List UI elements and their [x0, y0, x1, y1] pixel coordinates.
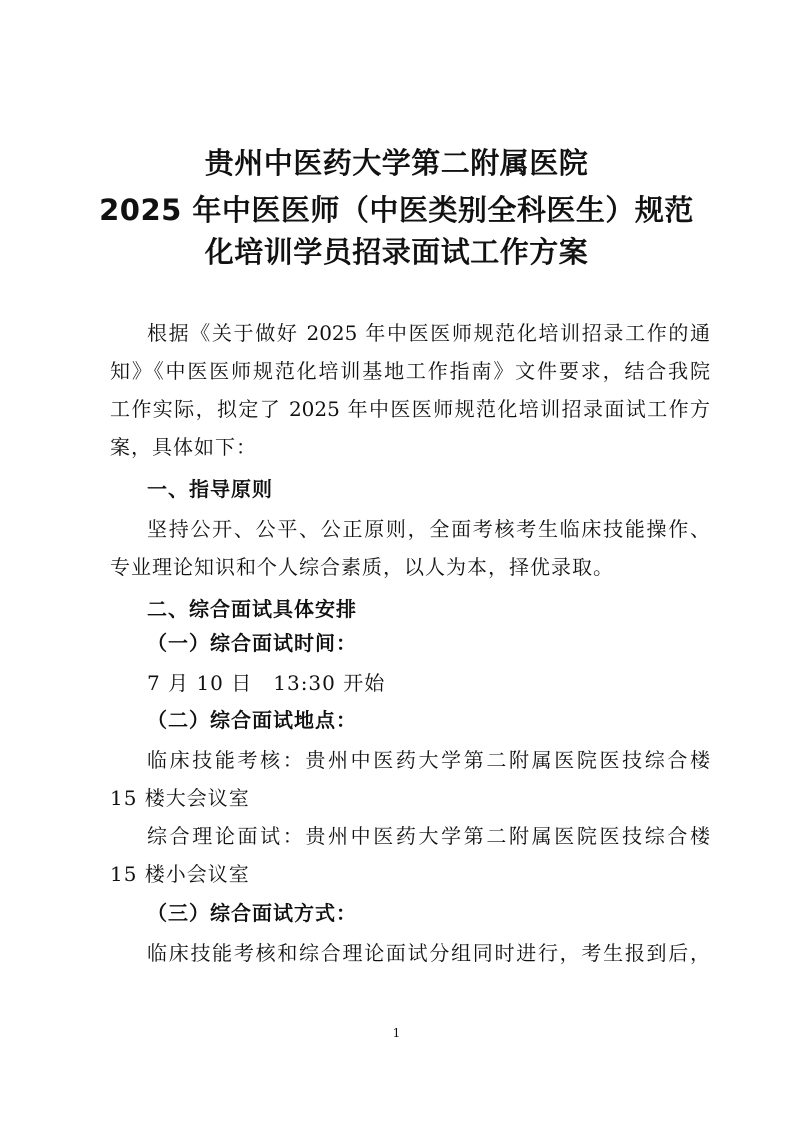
section-1-line-1: 坚持公开、公平、公正原则，全面考核考生临床技能操作、: [147, 517, 710, 541]
title-line-1: 贵州中医药大学第二附属医院: [204, 146, 589, 180]
section-1-line-2: 专业理论知识和个人综合素质，以人为本，择优录取。: [110, 555, 614, 579]
section-2-sub-2-heading: （二）综合面试地点：: [147, 708, 357, 732]
theory-location-line-2: 15 楼小会议室: [110, 862, 250, 886]
theory-location-line-1: 综合理论面试：贵州中医药大学第二附属医院医技综合楼: [147, 824, 710, 848]
skills-location-line-2: 15 楼大会议室: [110, 786, 250, 810]
title-line-3: 化培训学员招录面试工作方案: [204, 235, 589, 269]
title-line-2: 2025 年中医医师（中医类别全科医生）规范: [99, 193, 694, 227]
skills-location-line-1: 临床技能考核：贵州中医药大学第二附属医院医技综合楼: [147, 748, 710, 772]
intro-line-2: 知》《中医医师规范化培训基地工作指南》文件要求，结合我院: [110, 359, 710, 383]
interview-method-line-1: 临床技能考核和综合理论面试分组同时进行，考生报到后，: [147, 941, 710, 965]
page-number: 1: [392, 1026, 401, 1040]
section-2-sub-3-heading: （三）综合面试方式：: [147, 901, 357, 925]
section-2-heading: 二、综合面试具体安排: [147, 597, 357, 621]
intro-line-4: 案，具体如下：: [110, 435, 257, 459]
intro-line-1: 根据《关于做好 2025 年中医医师规范化培训招录工作的通: [147, 321, 710, 345]
section-1-heading: 一、指导原则: [147, 477, 273, 501]
section-2-sub-1-heading: （一）综合面试时间：: [147, 631, 357, 655]
intro-line-3: 工作实际，拟定了 2025 年中医医师规范化培训招录面试工作方: [110, 397, 710, 421]
interview-time: 7 月 10 日 13:30 开始: [147, 671, 386, 695]
